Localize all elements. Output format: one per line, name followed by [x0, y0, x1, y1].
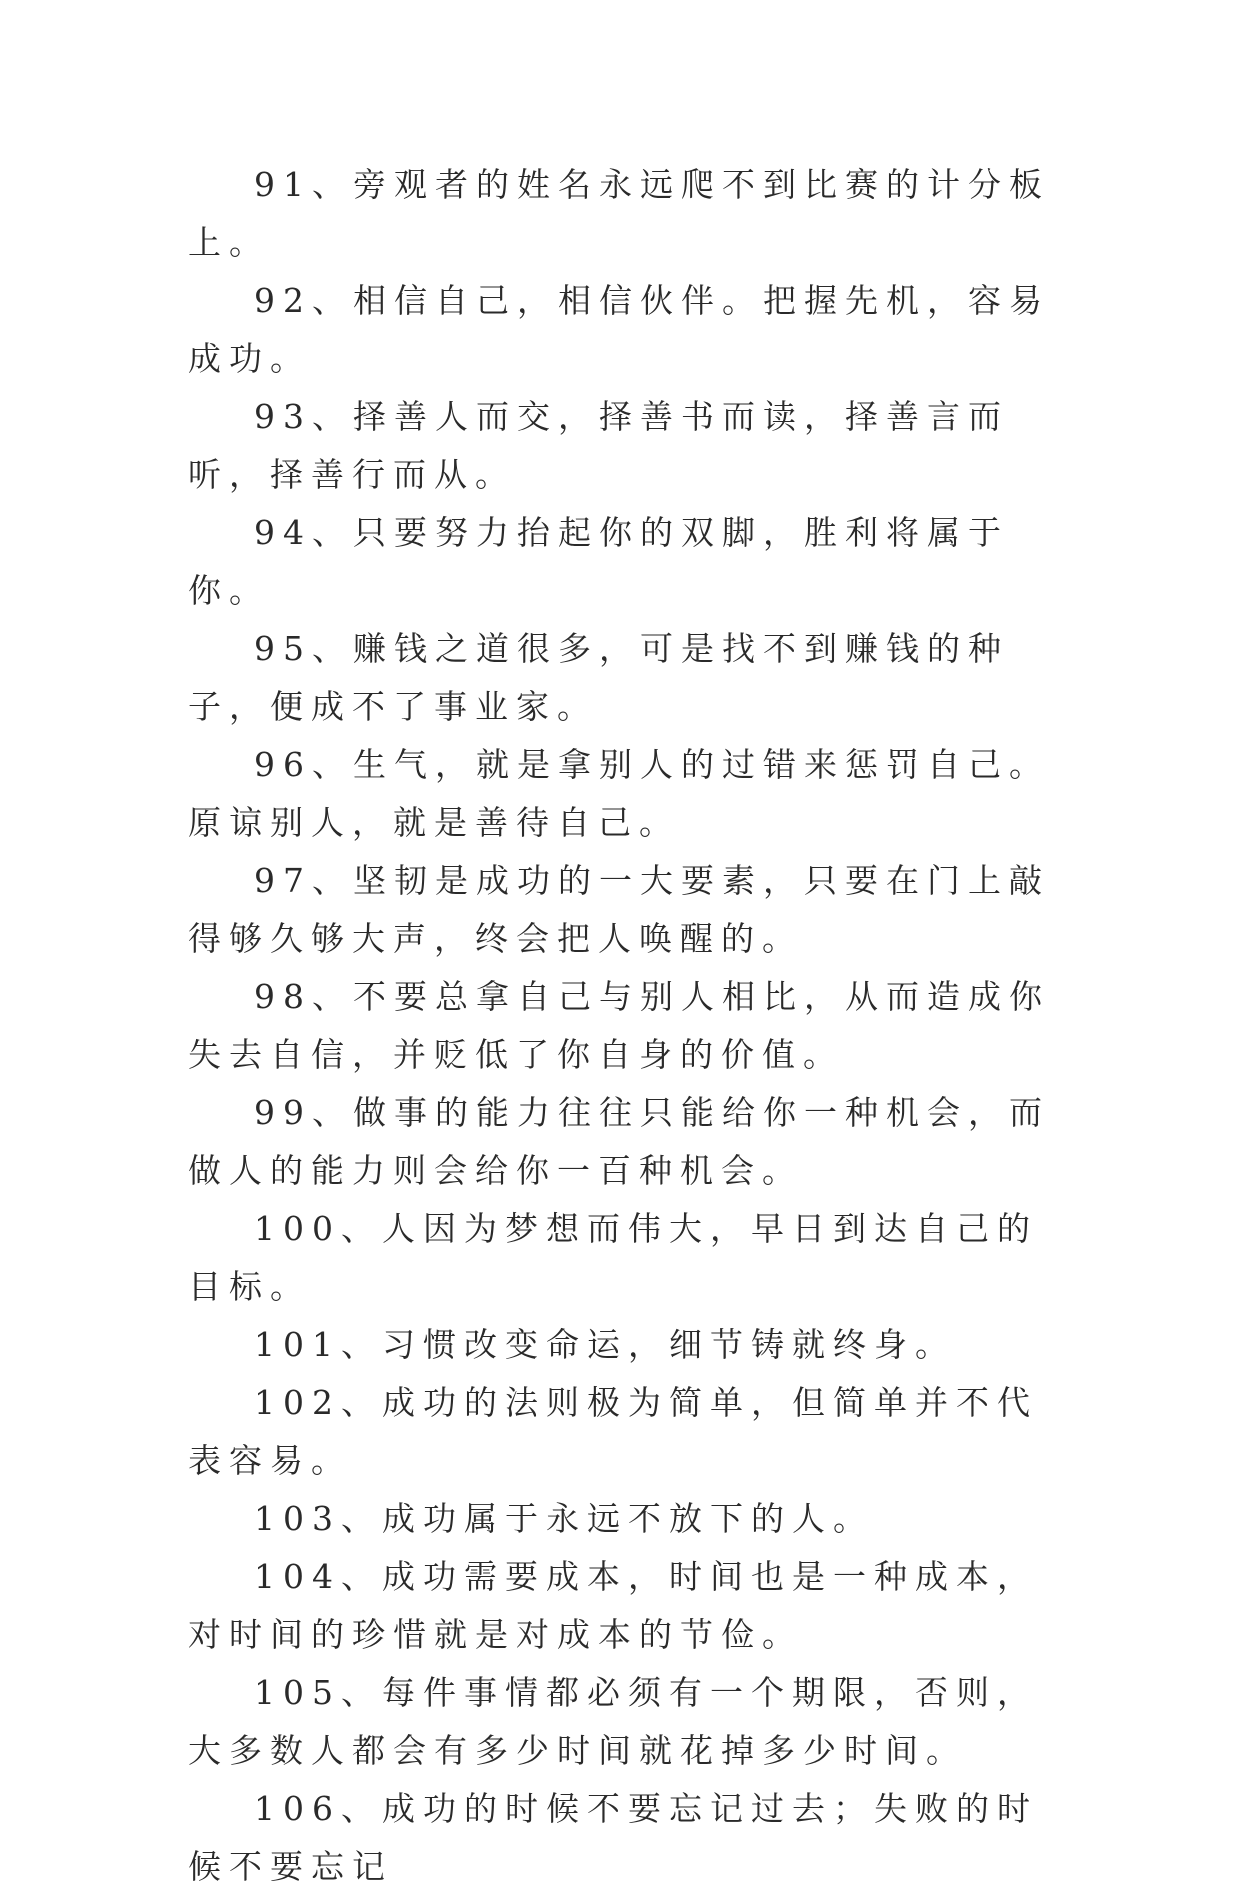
- quote-paragraph-97: 97、坚韧是成功的一大要素，只要在门上敲得够久够大声，终会把人唤醒的。: [188, 861, 1050, 958]
- quote-paragraph-93: 93、择善人而交，择善书而读，择善言而听，择善行而从。: [188, 397, 1009, 494]
- quote-paragraph-91: 91、旁观者的姓名永远爬不到比赛的计分板上。: [188, 165, 1050, 262]
- quote-paragraph-95: 95、赚钱之道很多，可是找不到赚钱的种子，便成不了事业家。: [188, 629, 1009, 726]
- quote-paragraph-106: 106、成功的时候不要忘记过去；失败的时候不要忘记: [188, 1789, 1038, 1886]
- quote-paragraph-103: 103、成功属于永远不放下的人。: [254, 1499, 874, 1538]
- quote-paragraph-105: 105、每件事情都必须有一个期限，否则，大多数人都会有多少时间就花掉多少时间。: [188, 1673, 1038, 1770]
- quote-paragraph-102: 102、成功的法则极为简单，但简单并不代表容易。: [188, 1383, 1038, 1480]
- quote-paragraph-99: 99、做事的能力往往只能给你一种机会，而做人的能力则会给你一百种机会。: [188, 1093, 1050, 1190]
- quote-paragraph-96: 96、生气，就是拿别人的过错来惩罚自己。原谅别人，就是善待自己。: [188, 745, 1050, 842]
- document-body: [188, 156, 1053, 1896]
- quote-paragraph-94: 94、只要努力抬起你的双脚，胜利将属于你。: [188, 513, 1009, 610]
- quote-paragraph-98: 98、不要总拿自己与别人相比，从而造成你失去自信，并贬低了你自身的价值。: [188, 977, 1050, 1074]
- quote-paragraph-101: 101、习惯改变命运，细节铸就终身。: [254, 1325, 956, 1364]
- quote-paragraph-104: 104、成功需要成本，时间也是一种成本，对时间的珍惜就是对成本的节俭。: [188, 1557, 1038, 1654]
- quote-paragraph-92: 92、相信自己，相信伙伴。把握先机，容易成功。: [188, 281, 1050, 378]
- quote-paragraph-100: 100、人因为梦想而伟大，早日到达自己的目标。: [188, 1209, 1038, 1306]
